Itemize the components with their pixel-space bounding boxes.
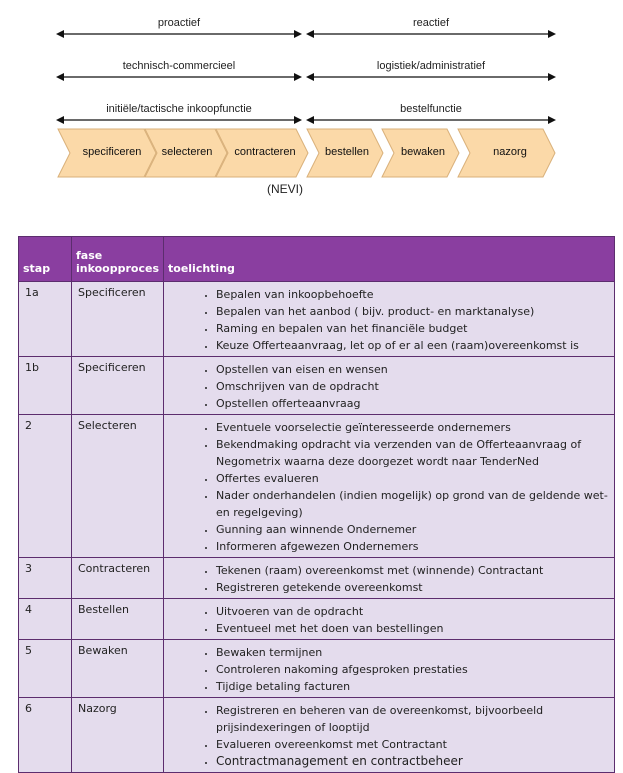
list-item: • Tijdige betaling facturen [216, 678, 610, 695]
list-item: • Eventuele voorselectie geïnteresseerde ondernemers [216, 419, 610, 436]
list-item: • Opstellen van eisen en wensen [216, 361, 610, 378]
list-item: • Gunning aan winnende Ondernemer [216, 521, 610, 538]
label-logistiek-administratief: logistiek/administratief [376, 60, 486, 72]
cell-toelichting [164, 640, 615, 698]
list-item: • Registreren en beheren van de overeenkomst, bijvoorbeeld prijsindexeringen of looptijd [216, 702, 610, 736]
list-item: • Eventueel met het doen van bestellingen [216, 620, 610, 637]
diagram-source: (NEVI) [267, 182, 303, 196]
label-technisch-commercieel: technisch-commercieel [122, 60, 236, 72]
table-row [19, 698, 615, 773]
header-stap: stap [19, 237, 72, 282]
label-bestelfunctie: bestelfunctie [400, 103, 462, 115]
cell-fase: Specificeren [72, 357, 164, 415]
table-row [19, 282, 615, 357]
list-item: • Controleren nakoming afgesproken prestaties [216, 661, 610, 678]
list-item: • Bekendmaking opdracht via verzenden van de Offerteaanvraag of Negometrix waarna deze doorgezet wordt naar TenderNed [216, 436, 610, 470]
list-item: • Raming en bepalen van het financiële budget [216, 320, 610, 337]
cell-toelichting [164, 599, 615, 640]
cell-stap: 3 [19, 558, 72, 599]
list-item: • Omschrijven van de opdracht [216, 378, 610, 395]
list-item: • Keuze Offerteaanvraag, let op of er al een (raam)overeenkomst is [216, 337, 610, 354]
label-reactief: reactief [412, 17, 450, 29]
table-row [19, 415, 615, 558]
list-item: • Evalueren overeenkomst met Contractant [216, 736, 610, 753]
list-item: • Offertes evalueren [216, 470, 610, 487]
table-row [19, 640, 615, 698]
list-item: • Contractmanagement en contractbeheer [216, 753, 610, 770]
table-row [19, 558, 615, 599]
cell-fase: Bewaken [72, 640, 164, 698]
list-item: • Nader onderhandelen (indien mogelijk) op grond van de geldende wet- en regelgeving) [216, 487, 610, 521]
process-table [18, 236, 615, 773]
cell-toelichting [164, 282, 615, 357]
chevron-label-nazorg: nazorg [493, 146, 527, 158]
cell-toelichting [164, 698, 615, 773]
cell-fase: Nazorg [72, 698, 164, 773]
cell-stap: 1a [19, 282, 72, 357]
cell-fase: Bestellen [72, 599, 164, 640]
cell-fase: Specificeren [72, 282, 164, 357]
cell-toelichting [164, 415, 615, 558]
list-item: • Tekenen (raam) overeenkomst met (winnende) Contractant [216, 562, 610, 579]
cell-fase: Selecteren [72, 415, 164, 558]
label-initiele-inkoopfunctie: initiële/tactische inkoopfunctie [106, 103, 252, 115]
list-item: • Uitvoeren van de opdracht [216, 603, 610, 620]
list-item: • Bepalen van het aanbod ( bijv. product- en marktanalyse) [216, 303, 610, 320]
table-row [19, 357, 615, 415]
cell-stap: 2 [19, 415, 72, 558]
cell-fase: Contracteren [72, 558, 164, 599]
list-item: • Informeren afgewezen Ondernemers [216, 538, 610, 555]
table-row [19, 599, 615, 640]
cell-stap: 6 [19, 698, 72, 773]
cell-toelichting [164, 558, 615, 599]
cell-stap: 1b [19, 357, 72, 415]
list-item: • Opstellen offerteaanvraag [216, 395, 610, 412]
header-fase: fase inkoopproces [72, 237, 164, 282]
list-item: • Registreren getekende overeenkomst [216, 579, 610, 596]
list-item: • Bewaken termijnen [216, 644, 610, 661]
chevron-label-selecteren: selecteren [161, 146, 213, 158]
chevron-label-specificeren: specificeren [82, 146, 142, 158]
cell-stap: 5 [19, 640, 72, 698]
chevron-label-bewaken: bewaken [400, 146, 446, 158]
header-toelichting: toelichting [164, 237, 615, 282]
list-item: • Bepalen van inkoopbehoefte [216, 286, 610, 303]
label-proactief: proactief [157, 17, 201, 29]
procurement-diagram [0, 0, 623, 205]
cell-toelichting [164, 357, 615, 415]
table-header-row [19, 237, 615, 282]
chevron-label-bestellen: bestellen [324, 146, 370, 158]
chevron-label-contracteren: contracteren [234, 146, 296, 158]
cell-stap: 4 [19, 599, 72, 640]
